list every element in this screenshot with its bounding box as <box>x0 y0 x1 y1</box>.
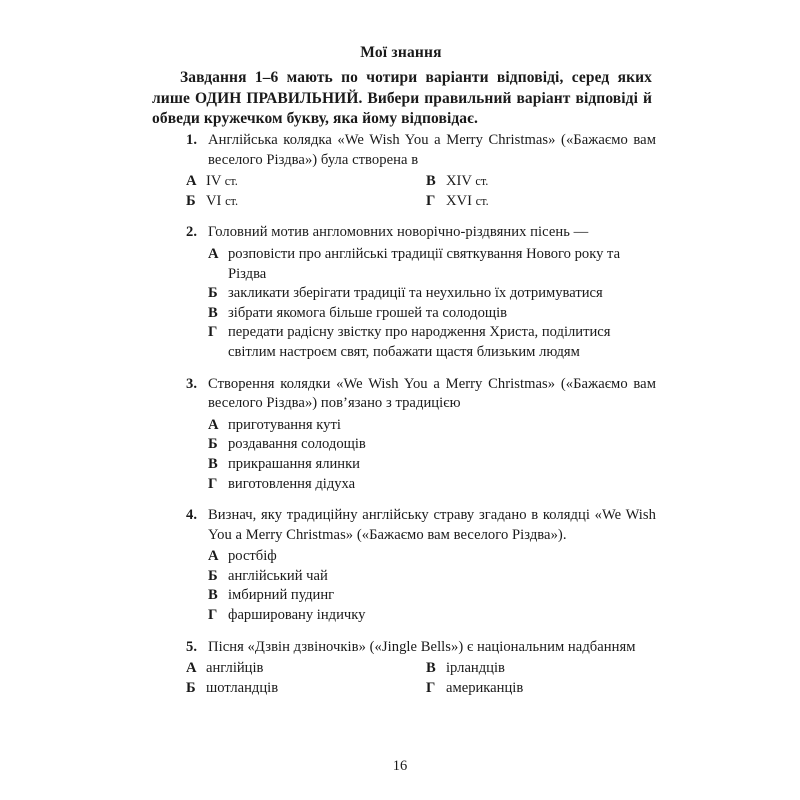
answer-option[interactable] <box>208 586 656 606</box>
question-text: Визнач, яку традиційну англійську страву згадано в колядці «We Wish You a Merry Christmas» («Бажаємо вам веселого Різдва»). <box>208 507 656 543</box>
answer-option[interactable] <box>208 606 656 626</box>
answer-option[interactable] <box>186 172 238 192</box>
answer-text: шотландців <box>206 679 279 696</box>
question-block <box>186 223 656 362</box>
answer-text: XIV ст. <box>446 173 489 190</box>
question-stem <box>186 638 656 658</box>
answer-letter: Г <box>208 475 218 492</box>
instructions-paragraph: Завдання 1–6 мають по чотири варіанти відповіді, серед яких лише ОДИН ПРАВИЛЬНИЙ. Вибери правильний варіант відповіді й обведи кружечком букву, яка йому відповідає. <box>152 69 652 127</box>
answer-letter: В <box>426 660 436 677</box>
answer-option[interactable] <box>208 435 656 455</box>
answer-option[interactable] <box>208 547 656 567</box>
answer-text: імбирний пудинг <box>228 587 335 604</box>
question-text: Створення колядки «We Wish You a Merry Christmas» («Бажаємо вам веселого Різдва») пов’язано з традицією <box>208 375 656 412</box>
answer-column-right <box>426 172 489 211</box>
answer-column-left <box>186 172 238 211</box>
answer-letter: Г <box>208 324 218 341</box>
answer-text: розповісти про англійські традиції святкування Нового року та Різдва <box>228 245 621 282</box>
page-title: Мої знання <box>360 44 442 61</box>
answer-option[interactable] <box>186 192 238 212</box>
answer-text: IV ст. <box>206 173 238 190</box>
answer-option[interactable] <box>208 304 656 324</box>
answer-option[interactable] <box>208 567 656 587</box>
question-stem <box>186 375 656 414</box>
answer-letter: В <box>208 587 218 604</box>
answer-text: передати радісну звістку про народження Христа, поділитися світлим настроєм свят, побажати щастя близьким людям <box>228 324 611 360</box>
answer-letter: А <box>186 173 197 190</box>
answer-option[interactable] <box>208 284 656 304</box>
answer-options <box>186 416 656 494</box>
answer-letter: Б <box>186 192 196 209</box>
answer-letter: Г <box>208 607 218 624</box>
question-stem <box>186 506 656 545</box>
answer-text: виготовлення дідуха <box>228 475 356 492</box>
century-abbrev: ст. <box>475 193 489 208</box>
answer-option[interactable] <box>426 172 489 192</box>
answer-letter: В <box>208 455 218 472</box>
answer-text: зібрати якомога більше грошей та солодощів <box>228 304 508 321</box>
answer-letter: А <box>208 548 219 565</box>
answer-text: роздавання солодощів <box>228 436 366 453</box>
question-stem <box>186 223 656 243</box>
question-block <box>186 506 656 626</box>
questions-list <box>186 131 656 698</box>
question-text: Англійська колядка «We Wish You a Merry Christmas» («Бажаємо вам веселого Різдва») була створена в <box>208 132 656 168</box>
answer-option[interactable] <box>208 416 656 436</box>
answer-text: ірландців <box>446 660 505 677</box>
answer-text: англійський чай <box>228 567 328 584</box>
answer-text: фаршировану індичку <box>228 607 366 624</box>
answer-options <box>186 172 656 211</box>
answer-letter: Б <box>208 285 218 302</box>
answer-option[interactable] <box>208 455 656 475</box>
answer-letter: А <box>208 245 219 262</box>
answer-text: закликати зберігати традиції та неухильно їх дотримуватися <box>228 285 603 302</box>
answer-letter: В <box>208 304 218 321</box>
answer-letter: А <box>186 660 197 677</box>
answer-option[interactable] <box>426 679 523 699</box>
answer-letter: Г <box>426 679 436 696</box>
answer-option[interactable] <box>208 323 656 362</box>
answer-column-left <box>186 659 278 698</box>
answer-column-right <box>426 659 523 698</box>
answer-option[interactable] <box>208 245 656 284</box>
answer-letter: Г <box>426 192 436 209</box>
answer-letter: Б <box>186 679 196 696</box>
answer-options <box>186 659 656 698</box>
question-block <box>186 375 656 495</box>
question-block <box>186 131 656 211</box>
answer-options <box>186 547 656 625</box>
question-number: 3. <box>186 375 198 392</box>
question-number: 5. <box>186 638 198 655</box>
answer-text: англійців <box>206 660 264 677</box>
answer-text: прикрашання ялинки <box>228 455 360 472</box>
answer-option[interactable] <box>186 659 278 679</box>
answer-text: ростбіф <box>228 548 277 565</box>
question-stem <box>186 131 656 170</box>
question-text: Головний мотив англомовних новорічно-різдвяних пісень — <box>208 224 589 241</box>
question-number: 1. <box>186 132 198 148</box>
question-number: 2. <box>186 224 198 241</box>
page-number: 16 <box>392 758 408 774</box>
question-text: Пісня «Дзвін дзвіночків» («Jingle Bells») є національним надбанням <box>208 638 636 655</box>
answer-letter: В <box>426 173 436 190</box>
answer-option[interactable] <box>426 192 489 212</box>
answer-option[interactable] <box>208 475 656 495</box>
answer-text: VI ст. <box>206 192 239 209</box>
question-number: 4. <box>186 507 198 524</box>
answer-letter: Б <box>208 436 218 453</box>
answer-option[interactable] <box>186 679 278 699</box>
answer-letter: А <box>208 416 219 433</box>
century-abbrev: ст. <box>475 174 489 189</box>
answer-text: приготування куті <box>228 416 341 433</box>
century-abbrev: ст. <box>224 174 238 189</box>
century-abbrev: ст. <box>225 193 239 208</box>
answer-text: американців <box>446 679 524 696</box>
answer-letter: Б <box>208 567 218 584</box>
answer-text: XVI ст. <box>446 192 489 209</box>
answer-options <box>186 245 656 363</box>
question-block <box>186 638 656 699</box>
answer-option[interactable] <box>426 659 523 679</box>
